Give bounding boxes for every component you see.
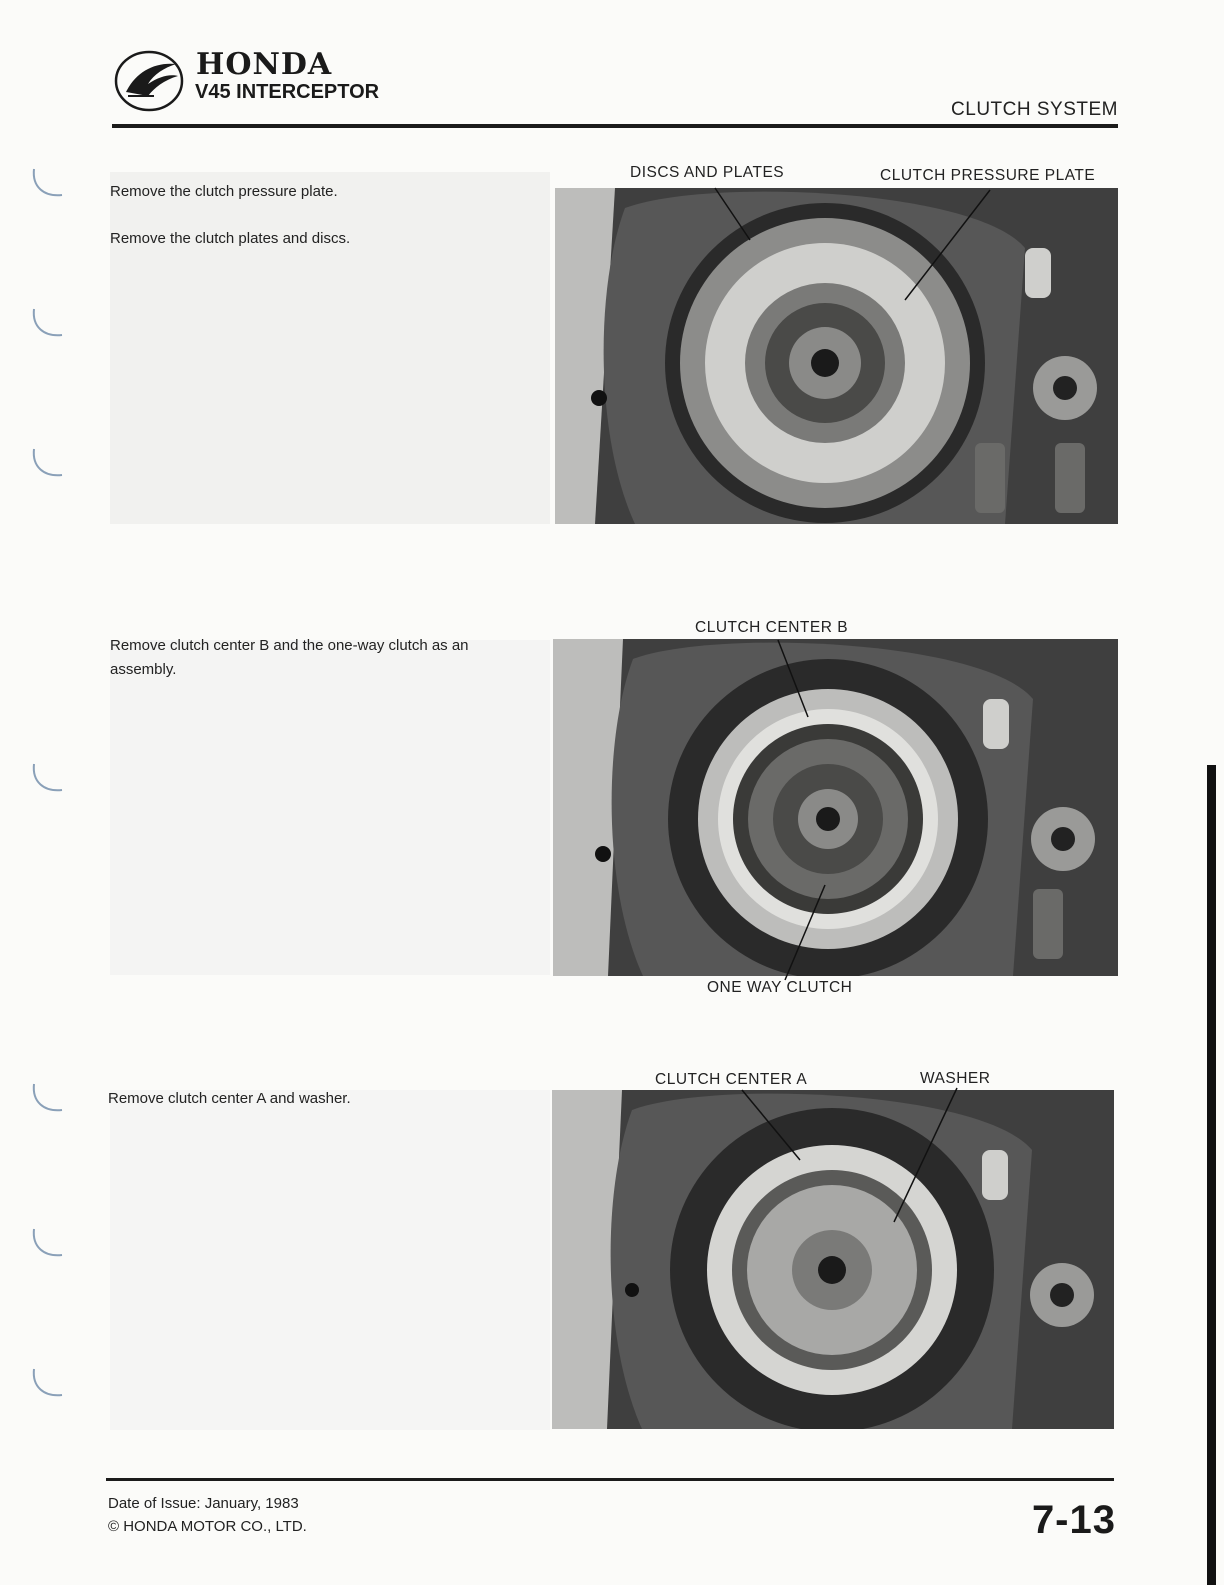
binder-hole-icon: [26, 305, 66, 345]
copyright: © HONDA MOTOR CO., LTD.: [108, 1518, 307, 1535]
callout-washer: WASHER: [920, 1070, 991, 1087]
callout-clutch-center-b: CLUTCH CENTER B: [695, 619, 849, 636]
callout-discs-and-plates: DISCS AND PLATES: [630, 164, 785, 181]
instruction-line: Remove the clutch plates and discs.: [110, 230, 351, 247]
binder-hole-icon: [26, 1080, 66, 1120]
date-of-issue: Date of Issue: January, 1983: [108, 1495, 299, 1512]
model-name: V45 INTERCEPTOR: [195, 81, 380, 103]
section-tab-marker: [1207, 765, 1216, 1585]
instruction-line: Remove the clutch pressure plate.: [110, 183, 338, 200]
honda-wing-logo-icon: [114, 50, 184, 112]
binder-hole-icon: [26, 165, 66, 205]
callout-leaders-1: [555, 180, 1118, 310]
page-number: 7-13: [1031, 1498, 1116, 1542]
brand-name: HONDA: [196, 47, 333, 82]
footer-rule: [106, 1478, 1114, 1481]
callout-one-way-clutch: ONE WAY CLUTCH: [707, 979, 853, 996]
callout-leaders-2: [553, 635, 1118, 985]
step-2-instruction: Remove clutch center B and the one-way clutch as an assembly.: [110, 637, 469, 678]
bleed-through-ghost: [110, 640, 550, 975]
callout-clutch-pressure-plate: CLUTCH PRESSURE PLATE: [880, 167, 1096, 184]
step-3-instruction: Remove clutch center A and washer.: [108, 1090, 351, 1107]
callout-clutch-center-a: CLUTCH CENTER A: [655, 1071, 808, 1088]
section-title: CLUTCH SYSTEM: [951, 99, 1118, 120]
binder-hole-icon: [26, 760, 66, 800]
step-1-instruction: [110, 180, 530, 251]
header-rule: [112, 124, 1118, 128]
binder-hole-icon: [26, 1225, 66, 1265]
callout-leaders-3: [552, 1082, 1114, 1232]
bleed-through-ghost: [110, 1090, 550, 1430]
binder-hole-icon: [26, 445, 66, 485]
binder-hole-icon: [26, 1365, 66, 1405]
